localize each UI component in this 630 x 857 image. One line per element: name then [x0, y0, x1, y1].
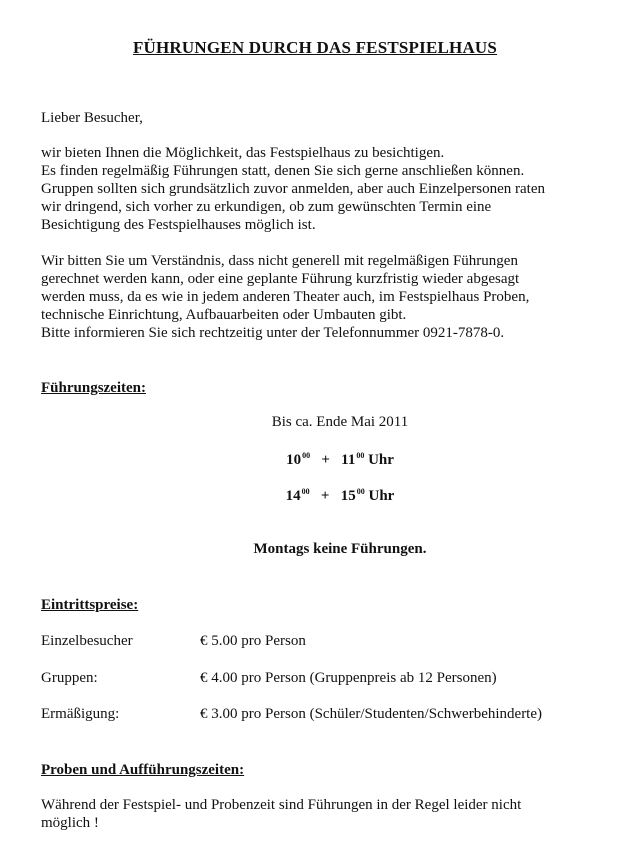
slot-hour: 15 — [340, 488, 356, 504]
price-value: € 4.00 pro Person (Gruppenpreis ab 12 Personen) — [200, 670, 497, 686]
intro-line: Besichtigung des Festspielhauses möglich ist. — [41, 217, 316, 233]
intro-line: wir bieten Ihnen die Möglichkeit, das Festspielhaus zu besichtigen. — [41, 145, 445, 161]
notice-line: Bitte informieren Sie sich rechtzeitig unter der Telefonnummer 0921-7878-0. — [41, 325, 505, 341]
price-value: € 3.00 pro Person (Schüler/Studenten/Schwerbehinderte) — [200, 706, 543, 722]
rehearsals-heading: Proben und Aufführungszeiten: — [41, 762, 245, 778]
notice-line: gerechnet werden kann, oder eine geplante Führung kurzfristig wieder abgesagt — [41, 271, 520, 287]
tour-period: Bis ca. Ende Mai 2011 — [271, 414, 409, 430]
slot-minute: 00 — [356, 451, 365, 460]
closed-note: Montags keine Führungen. — [253, 541, 427, 557]
tour-times-heading: Führungszeiten: — [41, 380, 146, 396]
rehearsals-line: möglich ! — [41, 815, 99, 831]
notice-line: technische Einrichtung, Aufbauarbeiten oder Umbauten gibt. — [41, 307, 407, 323]
slot-hour: 10 — [286, 452, 302, 468]
rehearsals-paragraph — [41, 796, 521, 832]
tour-slot-morning — [0, 451, 630, 469]
intro-line: Es finden regelmäßig Führungen statt, denen Sie sich gerne anschließen können. — [41, 163, 525, 179]
price-value: € 5.00 pro Person — [200, 633, 306, 649]
intro-line: Gruppen sollten sich grundsätzlich zuvor anmelden, aber auch Einzelpersonen raten — [41, 181, 545, 197]
greeting: Lieber Besucher, — [41, 110, 143, 126]
notice-line: Wir bitten Sie um Verständnis, dass nicht generell mit regelmäßigen Führungen — [41, 253, 518, 269]
slot-hour: 11 — [341, 452, 356, 468]
slot-separator: + — [320, 488, 330, 504]
slot-hour: 14 — [285, 488, 301, 504]
prices-heading: Eintrittspreise: — [41, 597, 139, 613]
intro-paragraph — [41, 144, 545, 234]
notice-paragraph — [41, 252, 529, 342]
page-title: FÜHRUNGEN DURCH DAS FESTSPIELHAUS — [132, 38, 498, 57]
slot-separator: + — [321, 452, 330, 468]
slot-minute: 00 — [302, 451, 311, 460]
slot-unit: Uhr — [368, 452, 394, 468]
rehearsals-line: Während der Festspiel- und Probenzeit sind Führungen in der Regel leider nicht — [41, 797, 522, 813]
notice-line: werden muss, da es wie in jedem anderen Theater auch, im Festspielhaus Proben, — [41, 289, 530, 305]
slot-minute: 00 — [301, 487, 310, 496]
intro-line: wir dringend, sich vorher zu erkundigen, ob zum gewünschten Termin eine — [41, 199, 492, 215]
price-label: Einzelbesucher — [41, 633, 133, 649]
slot-minute: 00 — [356, 487, 365, 496]
price-label: Gruppen: — [41, 670, 98, 686]
slot-unit: Uhr — [368, 488, 395, 504]
tour-slot-afternoon — [0, 487, 630, 505]
price-label: Ermäßigung: — [41, 706, 120, 722]
